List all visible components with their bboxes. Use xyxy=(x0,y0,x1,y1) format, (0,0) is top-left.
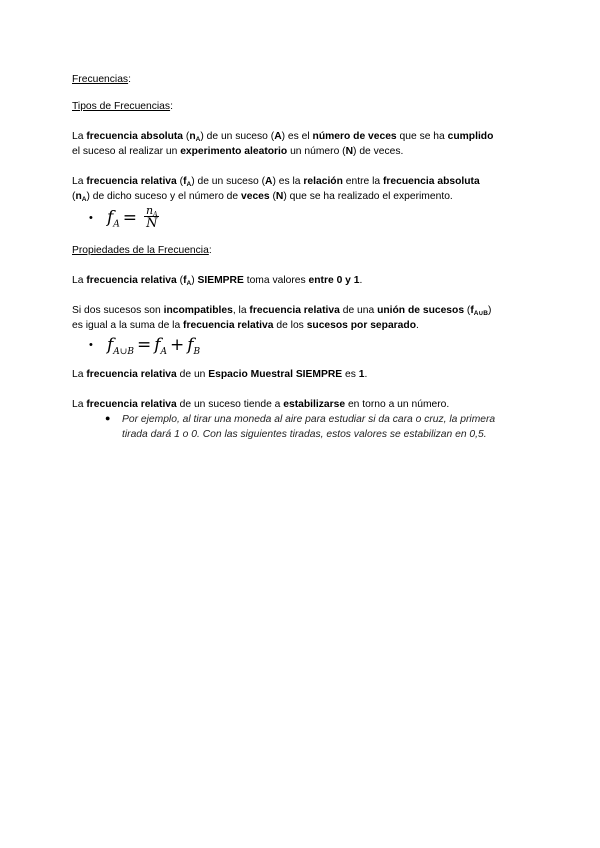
bullet-icon: ● xyxy=(105,413,111,423)
formula-fraction: $\frac{n_A}{N}$ xyxy=(146,204,158,231)
formula-expression: $f_A$ = $\frac{n_A}{N}$ xyxy=(107,204,158,231)
paragraph-entre-0-y-1: La frecuencia relativa $(f_A)$ SIEMPRE toma valores entre 0 y 1. xyxy=(72,275,363,287)
bullet-icon: • xyxy=(89,212,93,224)
paragraph-sucesos-incompatibles: Si dos sucesos son incompatibles, la frecuencia relativa de una unión de sucesos $(f_{A\cup B})$ es igual a la suma de la frecuencia relativa de los sucesos por separado. xyxy=(72,305,492,331)
bullet-icon: • xyxy=(89,339,93,351)
paragraph-frecuencia-relativa: La frecuencia relativa $(f_A)$ de un suceso (A) es la relación entre la frecuencia absoluta $(n_A)$ de dicho suceso y el número de veces (N) que se ha realizado el experimento. xyxy=(72,176,480,203)
section-heading-tipos: Tipos de Frecuencias: xyxy=(72,101,173,112)
section-heading-propiedades: Propiedades de la Frecuencia: xyxy=(72,245,212,256)
formula-relative-frequency xyxy=(89,205,532,231)
document-body xyxy=(72,72,532,442)
formula-expression: $f_{A\cup B} = f_A + f_B$ xyxy=(107,335,201,357)
formula-union xyxy=(89,335,532,355)
paragraph-estabilizarse: La frecuencia relativa de un suceso tiende a estabilizarse en torno a un número. xyxy=(72,399,450,410)
example-note xyxy=(105,412,532,442)
paragraph-frecuencia-absoluta: La frecuencia absoluta $(n_A)$ de un suceso (A) es el número de veces que se ha cumplido el suceso al realizar un experimento aleatorio un número (N) de veces. xyxy=(72,131,494,157)
document-heading: Frecuencias: xyxy=(72,74,131,85)
paragraph-espacio-muestral: La frecuencia relativa de un Espacio Muestral SIEMPRE es 1. xyxy=(72,369,368,380)
example-text: Por ejemplo, al tirar una moneda al aire para estudiar si da cara o cruz, la primera tirada dará 1 o 0. Con las siguientes tiradas, estos valores se estabilizan en 0,5. xyxy=(122,414,496,440)
